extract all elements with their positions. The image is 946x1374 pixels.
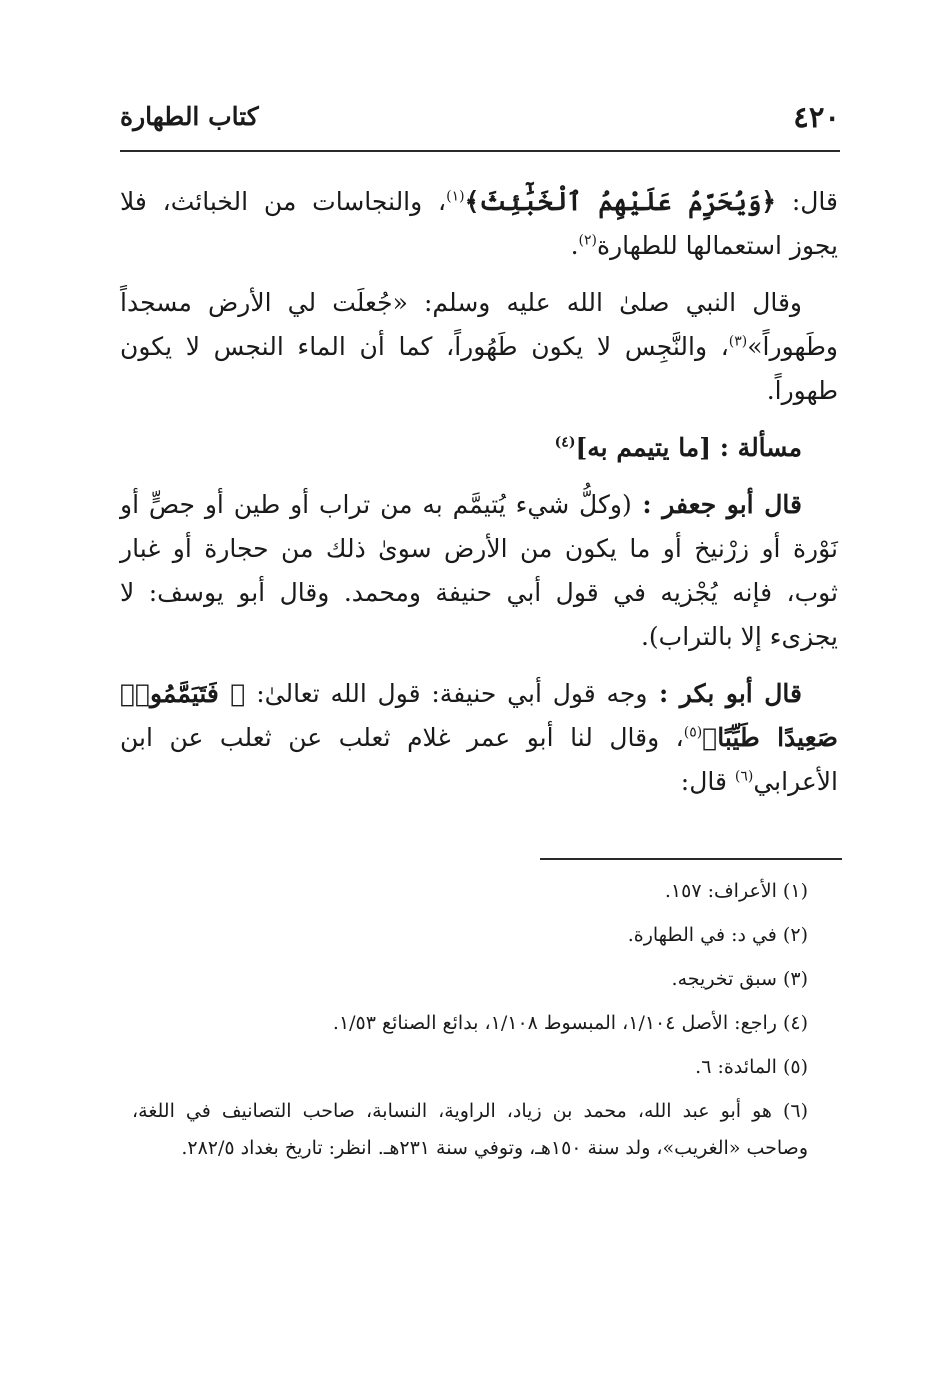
footnote-ref-1: (١)	[446, 188, 465, 205]
footnote-ref-5: (٥)	[683, 724, 703, 741]
footnote-ref-6: (٦)	[734, 768, 754, 785]
section-heading	[120, 426, 838, 470]
footnotes-section	[132, 873, 808, 1167]
page-number: ٤٢٠	[793, 100, 840, 134]
footnote-2: (٢) في د: في الطهارة.	[627, 924, 808, 946]
speaker-abu-jafar: قال أبو جعفر :	[631, 490, 802, 519]
footnote-3: (٣) سبق تخريجه.	[671, 968, 808, 990]
paragraph-1-end: .	[570, 231, 579, 260]
footnote-ref-4: (٤)	[554, 434, 576, 451]
running-title: كتاب الطهارة	[120, 102, 259, 131]
paragraph-4-rest: ، وقال لنا أبو عمر غلام ثعلب عن ثعلب عن ابن الأعرابي	[120, 723, 838, 796]
paragraph-2-hadith: وقال النبي صلىٰ الله عليه وسلم: «جُعلَت لي الأرض مسجداً وطَهوراً»	[120, 288, 838, 361]
main-text	[120, 180, 838, 804]
footnote-1: (١) الأعراف: ١٥٧.	[664, 880, 808, 902]
footnote-5: (٥) المائدة: ٦.	[695, 1056, 808, 1078]
header-divider	[120, 150, 840, 152]
paragraph-4-text: وجه قول أبي حنيفة: قول الله تعالىٰ:	[245, 679, 648, 708]
footnote-6: (٦) هو أبو عبد الله، محمد بن زياد، الراوية، النسابة، صاحب التصانيف في اللغة، وصاحب «الغريب»، ولد سنة ١٥٠هـ، وتوفي سنة ٢٣١هـ. انظر: تاريخ بغداد ٢٨٢/٥.	[132, 1100, 808, 1159]
quran-verse-1: ﴿وَيُحَرِّمُ عَلَيْهِمُ ٱلْخَبَٰٓئِثَ﴾	[464, 187, 777, 216]
masala-label: مسألة : [ما يتيمم به]	[575, 433, 802, 462]
paragraph-2-rest: ، والنَّجِس لا يكون طَهُوراً، كما أن الماء النجس لا يكون طهوراً.	[120, 332, 838, 405]
paragraph-1	[120, 180, 838, 268]
paragraph-4	[120, 672, 838, 804]
paragraph-2	[120, 281, 838, 413]
footnote-ref-2: (٢)	[578, 232, 597, 249]
footnote-ref-3: (٣)	[728, 333, 748, 350]
page-header	[120, 102, 840, 148]
speaker-abu-bakr: قال أبو بكر :	[647, 679, 802, 708]
quran-verse-2: ﴿ فَتَيَمَّمُوا۟ صَعِيدًا طَيِّبًا﴾	[120, 679, 838, 752]
paragraph-3	[120, 483, 838, 659]
footnote-4: (٤) راجع: الأصل ١/١٠٤، المبسوط ١/١٠٨، بدائع الصنائع ١/٥٣.	[332, 1012, 808, 1034]
paragraph-1-intro: قال:	[776, 187, 838, 216]
paragraph-1-rest: ، والنجاسات من الخبائث، فلا يجوز استعمالها للطهارة	[120, 187, 838, 260]
paragraph-4-end: قال:	[680, 767, 735, 796]
paragraph-3-text: (وكلُّ شيء يُتيمَّم به من تراب أو طين أو جصٍّ أو نَوْرة أو زرْنيخ أو ما يكون من الأرض سوىٰ ذلك من حجارة أو غبار ثوب، فإنه يُجْزيه في قول أبي حنيفة ومحمد. وقال أبو يوسف: لا يجزىء إلا بالتراب).	[120, 490, 838, 651]
footnote-divider	[540, 858, 842, 860]
